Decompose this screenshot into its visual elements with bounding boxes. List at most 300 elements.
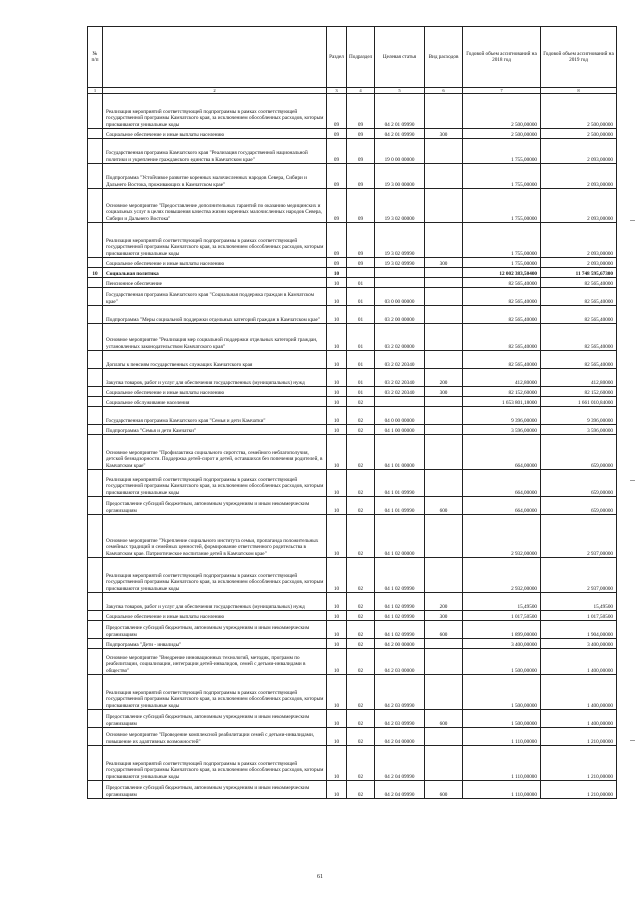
row-expense (425, 139, 463, 164)
table-row (88, 223, 617, 258)
row-expense (425, 515, 463, 558)
header-row (88, 27, 617, 88)
col-number: 2 (103, 88, 327, 94)
table-row (88, 781, 617, 799)
header-name (103, 27, 327, 88)
row-expense (425, 288, 463, 306)
row-number (88, 258, 103, 268)
table-row (88, 268, 617, 278)
col-number: 3 (327, 88, 347, 94)
row-2018-value: 1 755,00000 (463, 189, 541, 223)
row-razdel: 10 (327, 611, 347, 621)
table-row (88, 387, 617, 397)
row-podrazdel: 01 (347, 369, 375, 387)
row-name: Социальная политика (103, 268, 327, 278)
row-razdel: 09 (327, 223, 347, 258)
table-row (88, 407, 617, 425)
row-expense: 600 (425, 497, 463, 515)
row-target: 03 2 02 20340 (375, 369, 425, 387)
row-target: 04 2 04 09990 (375, 746, 425, 781)
row-razdel: 10 (327, 351, 347, 369)
row-number: 10 (88, 268, 103, 278)
row-target: 04 2 04 09990 (375, 781, 425, 799)
row-2018-value: 82 565,40000 (463, 324, 541, 351)
row-podrazdel: 01 (347, 278, 375, 288)
row-number (88, 675, 103, 710)
row-number (88, 558, 103, 593)
row-target (375, 268, 425, 278)
row-2018-value: 82 565,40000 (463, 351, 541, 369)
row-2019-value: 82 565,40000 (541, 306, 617, 324)
row-number (88, 515, 103, 558)
row-number (88, 129, 103, 139)
row-2018-value: 1 755,00000 (463, 223, 541, 258)
row-2019-value: 1 904,00000 (541, 621, 617, 639)
row-razdel: 10 (327, 728, 347, 746)
row-podrazdel: 02 (347, 425, 375, 435)
row-podrazdel: 02 (347, 407, 375, 425)
row-podrazdel: 02 (347, 497, 375, 515)
row-number (88, 189, 103, 223)
row-2018-value: 1 110,00000 (463, 781, 541, 799)
row-expense: 300 (425, 387, 463, 397)
row-podrazdel: 02 (347, 710, 375, 728)
row-podrazdel: 02 (347, 435, 375, 470)
row-name: Закупка товаров, работ и услуг для обеспечения государственных (муниципальных) нужд (103, 369, 327, 387)
row-razdel: 10 (327, 675, 347, 710)
row-razdel: 10 (327, 710, 347, 728)
row-number (88, 324, 103, 351)
row-target: 03 2 02 00000 (375, 324, 425, 351)
row-expense (425, 728, 463, 746)
row-2019-value: 2 093,00000 (541, 139, 617, 164)
row-number (88, 425, 103, 435)
row-expense: 300 (425, 258, 463, 268)
row-expense (425, 278, 463, 288)
table-row (88, 649, 617, 675)
row-razdel: 09 (327, 189, 347, 223)
table-row (88, 129, 617, 139)
row-podrazdel: 02 (347, 728, 375, 746)
row-2019-value: 82 565,40000 (541, 278, 617, 288)
row-target: 04 2 03 09990 (375, 675, 425, 710)
row-target: 03 2 02 20340 (375, 387, 425, 397)
row-expense (425, 164, 463, 189)
row-2019-value: 1 400,00000 (541, 649, 617, 675)
row-2019-value: 2 500,00000 (541, 129, 617, 139)
row-expense (425, 306, 463, 324)
row-expense (425, 435, 463, 470)
header-expense: Вид расходов (425, 27, 463, 88)
row-name: Подпрограмма "Устойчивое развитие коренных малочисленных народов Севера, Сибири и Дальнего Востока, проживающих в Камчатском крае" (103, 164, 327, 189)
row-expense (425, 324, 463, 351)
row-number (88, 164, 103, 189)
row-target: 19 3 02 09990 (375, 258, 425, 268)
row-number (88, 470, 103, 497)
row-name: Доплаты к пенсиям государственных служащих Камчатского края (103, 351, 327, 369)
row-target: 19 3 02 00000 (375, 189, 425, 223)
row-expense (425, 223, 463, 258)
table-row (88, 278, 617, 288)
row-podrazdel (347, 268, 375, 278)
row-expense (425, 189, 463, 223)
row-2018-value: 1 755,00000 (463, 258, 541, 268)
row-razdel: 10 (327, 324, 347, 351)
row-razdel: 10 (327, 746, 347, 781)
col-number: 5 (375, 88, 425, 94)
row-expense: 200 (425, 593, 463, 611)
row-razdel: 10 (327, 397, 347, 407)
row-2018-value: 1 755,00000 (463, 139, 541, 164)
row-2019-value: 2 093,00000 (541, 223, 617, 258)
row-number (88, 278, 103, 288)
col-number: 8 (541, 88, 617, 94)
row-razdel: 10 (327, 268, 347, 278)
edge-mark (630, 220, 635, 221)
row-expense (425, 268, 463, 278)
header-num: № п/п (88, 27, 103, 88)
row-podrazdel: 09 (347, 189, 375, 223)
row-razdel: 10 (327, 435, 347, 470)
edge-mark (630, 480, 635, 481)
row-target: 04 1 02 09990 (375, 621, 425, 639)
table-row (88, 288, 617, 306)
row-razdel: 10 (327, 515, 347, 558)
header-2019: Годовой объем ассигнований на 2019 год (541, 27, 617, 88)
row-2019-value: 1 400,00000 (541, 675, 617, 710)
row-2019-value: 2 093,00000 (541, 189, 617, 223)
row-name: Основное мероприятие "Профилактика социального сиротства, семейного неблагополучия, детской безнадзорности. Поддержка детей-сирот и детей, оставшихся без попечения родителей, в Камчатском крае" (103, 435, 327, 470)
row-2018-value: 82 565,40000 (463, 306, 541, 324)
row-razdel: 10 (327, 497, 347, 515)
row-podrazdel: 09 (347, 139, 375, 164)
row-target: 04 2 03 00000 (375, 649, 425, 675)
row-razdel: 10 (327, 558, 347, 593)
row-2018-value: 664,00000 (463, 497, 541, 515)
row-2018-value: 1 500,00000 (463, 710, 541, 728)
row-name: Предоставление субсидий бюджетным, автономным учреждениям и иным некоммерческим организациям (103, 710, 327, 728)
row-number (88, 288, 103, 306)
table-body (88, 94, 617, 799)
row-2019-value: 82 565,40000 (541, 324, 617, 351)
row-expense: 300 (425, 129, 463, 139)
row-name: Реализация мероприятий соответствующей подпрограммы в рамках соответствующей государственной программы Камчатского края, за исключением обособленных расходов, которым присваиваются уникальные коды (103, 94, 327, 129)
row-number (88, 781, 103, 799)
row-target: 04 1 01 09990 (375, 497, 425, 515)
row-2018-value: 12 002 383,50400 (463, 268, 541, 278)
row-target: 04 1 02 09990 (375, 558, 425, 593)
row-name: Подпрограмма "Семья и дети Камчатки" (103, 425, 327, 435)
row-razdel: 10 (327, 593, 347, 611)
header-podrazdel: Подраздел (347, 27, 375, 88)
row-name: Социальное обеспечение и иные выплаты населению (103, 611, 327, 621)
row-name: Государственная программа Камчатского края "Реализация государственной национальной политики и укрепление гражданского единства в Камчатском крае" (103, 139, 327, 164)
row-name: Социальное обеспечение и иные выплаты населению (103, 129, 327, 139)
row-expense: 200 (425, 369, 463, 387)
col-number: 1 (88, 88, 103, 94)
row-target: 03 0 00 00000 (375, 288, 425, 306)
row-razdel: 10 (327, 425, 347, 435)
row-expense: 600 (425, 621, 463, 639)
row-2019-value: 2 093,00000 (541, 164, 617, 189)
row-podrazdel: 09 (347, 258, 375, 268)
table-row (88, 470, 617, 497)
row-target: 04 1 01 09990 (375, 470, 425, 497)
row-number (88, 306, 103, 324)
row-podrazdel: 02 (347, 470, 375, 497)
row-target: 03 2 00 00000 (375, 306, 425, 324)
row-name: Предоставление субсидий бюджетным, автономным учреждениям и иным некоммерческим организациям (103, 781, 327, 799)
row-number (88, 639, 103, 649)
row-podrazdel: 02 (347, 746, 375, 781)
row-name: Основное мероприятие "Проведение комплексной реабилитации семей с детьми-инвалидами, повышение их адаптивных возможностей" (103, 728, 327, 746)
row-target (375, 278, 425, 288)
row-podrazdel: 02 (347, 639, 375, 649)
row-target: 04 2 01 09990 (375, 129, 425, 139)
row-2018-value: 82 565,40000 (463, 288, 541, 306)
row-razdel: 09 (327, 164, 347, 189)
row-expense (425, 639, 463, 649)
row-razdel: 10 (327, 288, 347, 306)
header-razdel: Раздел (327, 27, 347, 88)
row-number (88, 435, 103, 470)
row-2018-value: 412,80000 (463, 369, 541, 387)
row-number (88, 223, 103, 258)
row-razdel: 10 (327, 306, 347, 324)
row-name: Основное мероприятие "Предоставление дополнительных гарантий по оказанию медицинских и социальных услуг в целях повышения качества жизни коренных малочисленных народов Севера, Сибири и Дальнего Востока" (103, 189, 327, 223)
row-2019-value: 2 937,00000 (541, 558, 617, 593)
table-row (88, 435, 617, 470)
row-2018-value: 2 932,00000 (463, 558, 541, 593)
row-2019-value: 1 210,00000 (541, 728, 617, 746)
table-row (88, 497, 617, 515)
row-name: Государственная программа Камчатского края "Семья и дети Камчатки" (103, 407, 327, 425)
row-expense (425, 397, 463, 407)
row-podrazdel: 02 (347, 611, 375, 621)
row-2018-value: 1 500,00000 (463, 675, 541, 710)
header-2018: Годовой объем ассигнований на 2018 год (463, 27, 541, 88)
table-row (88, 515, 617, 558)
row-expense (425, 425, 463, 435)
row-target: 19 0 00 00000 (375, 139, 425, 164)
row-target: 04 2 04 00000 (375, 728, 425, 746)
row-2019-value: 11 748 595,67300 (541, 268, 617, 278)
row-podrazdel: 02 (347, 593, 375, 611)
row-target: 19 3 00 00000 (375, 164, 425, 189)
row-expense (425, 649, 463, 675)
row-podrazdel: 09 (347, 164, 375, 189)
col-number: 7 (463, 88, 541, 94)
row-target: 04 1 00 00000 (375, 425, 425, 435)
row-razdel: 10 (327, 639, 347, 649)
row-name: Подпрограмма "Дети - инвалиды" (103, 639, 327, 649)
table-row (88, 164, 617, 189)
row-target: 19 3 02 09990 (375, 223, 425, 258)
row-name: Основное мероприятие "Реализация мер социальной поддержки отдельных категорий граждан, установленных законодательством Камчатского края" (103, 324, 327, 351)
row-name: Основное мероприятие "Внедрение инновационных технологий, методик, программ по реабилитации, социализации, интеграции детей-инвалидов, семей с детьми-инвалидами в общество" (103, 649, 327, 675)
table-row (88, 397, 617, 407)
row-number (88, 497, 103, 515)
row-number (88, 369, 103, 387)
budget-table (87, 26, 617, 799)
row-2019-value: 1 210,00000 (541, 746, 617, 781)
row-razdel: 10 (327, 781, 347, 799)
row-2018-value: 2 500,00000 (463, 129, 541, 139)
header-target: Целевая статья (375, 27, 425, 88)
row-2019-value: 1 400,00000 (541, 710, 617, 728)
col-number: 4 (347, 88, 375, 94)
table-row (88, 593, 617, 611)
row-target: 04 1 02 09990 (375, 611, 425, 621)
row-number (88, 728, 103, 746)
row-2019-value: 9 396,00000 (541, 407, 617, 425)
row-expense (425, 470, 463, 497)
row-number (88, 139, 103, 164)
row-podrazdel: 02 (347, 621, 375, 639)
row-number (88, 387, 103, 397)
page-number: 61 (317, 874, 323, 880)
row-2019-value: 2 500,00000 (541, 94, 617, 129)
row-expense: 300 (425, 611, 463, 621)
row-name: Основное мероприятие "Укрепление социального института семьи, пропаганда положительных семейных традиций и семейных ценностей, формирование ответственного родительства в Камчатском крае. Патриотическое воспитание детей в Камчатском крае" (103, 515, 327, 558)
row-2019-value: 15,49500 (541, 593, 617, 611)
row-podrazdel: 09 (347, 223, 375, 258)
row-name: Реализация мероприятий соответствующей подпрограммы в рамках соответствующей государственной программы Камчатского края, за исключением обособленных расходов, которым присваиваются уникальные коды (103, 470, 327, 497)
row-podrazdel: 01 (347, 288, 375, 306)
row-target: 03 2 02 20340 (375, 351, 425, 369)
table-row (88, 139, 617, 164)
row-2018-value: 2 500,00000 (463, 94, 541, 129)
row-2019-value: 1 661 010,84000 (541, 397, 617, 407)
row-2018-value: 15,49500 (463, 593, 541, 611)
row-expense (425, 675, 463, 710)
row-name: Подпрограмма "Меры социальной поддержки отдельных категорий граждан в Камчатском крае" (103, 306, 327, 324)
row-podrazdel: 02 (347, 397, 375, 407)
row-name: Реализация мероприятий соответствующей подпрограммы в рамках соответствующей государственной программы Камчатского края, за исключением обособленных расходов, которым присваиваются уникальные коды (103, 223, 327, 258)
row-podrazdel: 02 (347, 515, 375, 558)
row-expense (425, 558, 463, 593)
row-podrazdel: 02 (347, 781, 375, 799)
row-razdel: 09 (327, 258, 347, 268)
row-podrazdel: 02 (347, 649, 375, 675)
row-2019-value: 82 152,60000 (541, 387, 617, 397)
row-number (88, 351, 103, 369)
row-podrazdel: 01 (347, 351, 375, 369)
row-number (88, 611, 103, 621)
row-2019-value: 659,00000 (541, 470, 617, 497)
row-name: Социальное обеспечение и иные выплаты населению (103, 258, 327, 268)
row-number (88, 746, 103, 781)
row-expense (425, 94, 463, 129)
row-2019-value: 1 210,00000 (541, 781, 617, 799)
row-2018-value: 1 755,00000 (463, 164, 541, 189)
row-2019-value: 412,80000 (541, 369, 617, 387)
table-row (88, 639, 617, 649)
row-number (88, 593, 103, 611)
row-2019-value: 3 596,00000 (541, 425, 617, 435)
row-razdel: 10 (327, 649, 347, 675)
row-podrazdel: 01 (347, 387, 375, 397)
row-podrazdel: 01 (347, 324, 375, 351)
row-2018-value: 2 932,00000 (463, 515, 541, 558)
row-2018-value: 664,00000 (463, 435, 541, 470)
row-2018-value: 3 596,00000 (463, 425, 541, 435)
row-number (88, 649, 103, 675)
row-2019-value: 659,00000 (541, 497, 617, 515)
row-number (88, 397, 103, 407)
row-name: Предоставление субсидий бюджетным, автономным учреждениям и иным некоммерческим организациям (103, 497, 327, 515)
row-expense: 600 (425, 710, 463, 728)
row-name: Социальное обслуживание населения (103, 397, 327, 407)
row-razdel: 10 (327, 369, 347, 387)
row-number (88, 621, 103, 639)
row-2019-value: 1 017,50500 (541, 611, 617, 621)
row-podrazdel: 01 (347, 306, 375, 324)
table-row (88, 369, 617, 387)
row-name: Реализация мероприятий соответствующей подпрограммы в рамках соответствующей государственной программы Камчатского края, за исключением обособленных расходов, которым присваиваются уникальные коды (103, 746, 327, 781)
table-row (88, 324, 617, 351)
row-name: Реализация мероприятий соответствующей подпрограммы в рамках соответствующей государственной программы Камчатского края, за исключением обособленных расходов, которым присваиваются уникальные коды (103, 675, 327, 710)
table-row (88, 746, 617, 781)
row-razdel: 10 (327, 621, 347, 639)
table-row (88, 258, 617, 268)
table-row (88, 351, 617, 369)
row-expense (425, 351, 463, 369)
row-2018-value: 82 565,40000 (463, 278, 541, 288)
row-2019-value: 3 400,00000 (541, 639, 617, 649)
row-target: 04 2 03 09990 (375, 710, 425, 728)
row-2018-value: 1 500,00000 (463, 649, 541, 675)
row-expense: 600 (425, 781, 463, 799)
row-2019-value: 2 937,00000 (541, 515, 617, 558)
row-name: Пенсионное обеспечение (103, 278, 327, 288)
table-row (88, 425, 617, 435)
row-name: Социальное обеспечение и иные выплаты населению (103, 387, 327, 397)
row-2018-value: 9 396,00000 (463, 407, 541, 425)
table-row (88, 558, 617, 593)
row-2018-value: 1 899,00000 (463, 621, 541, 639)
row-razdel: 09 (327, 139, 347, 164)
row-expense (425, 746, 463, 781)
row-razdel: 10 (327, 470, 347, 497)
row-razdel: 10 (327, 278, 347, 288)
row-number (88, 407, 103, 425)
table-row (88, 675, 617, 710)
row-2018-value: 1 110,00000 (463, 728, 541, 746)
row-2019-value: 82 565,40000 (541, 351, 617, 369)
row-razdel: 10 (327, 387, 347, 397)
row-2019-value: 659,00000 (541, 435, 617, 470)
row-target: 04 1 02 00000 (375, 515, 425, 558)
row-podrazdel: 02 (347, 675, 375, 710)
row-2018-value: 1 110,00000 (463, 746, 541, 781)
row-2018-value: 3 400,00000 (463, 639, 541, 649)
row-number (88, 710, 103, 728)
row-name: Государственная программа Камчатского края "Социальная поддержка граждан в Камчатском крае" (103, 288, 327, 306)
row-target: 04 1 02 09990 (375, 593, 425, 611)
row-name: Реализация мероприятий соответствующей подпрограммы в рамках соответствующей государственной программы Камчатского края, за исключением обособленных расходов, которым присваиваются уникальные коды (103, 558, 327, 593)
table-row (88, 94, 617, 129)
table-row (88, 728, 617, 746)
row-2018-value: 1 653 801,18000 (463, 397, 541, 407)
row-target: 04 2 01 09990 (375, 94, 425, 129)
row-name: Предоставление субсидий бюджетным, автономным учреждениям и иным некоммерческим организациям (103, 621, 327, 639)
row-expense (425, 407, 463, 425)
table-row (88, 621, 617, 639)
row-podrazdel: 09 (347, 129, 375, 139)
table-row (88, 710, 617, 728)
row-2018-value: 664,00000 (463, 470, 541, 497)
